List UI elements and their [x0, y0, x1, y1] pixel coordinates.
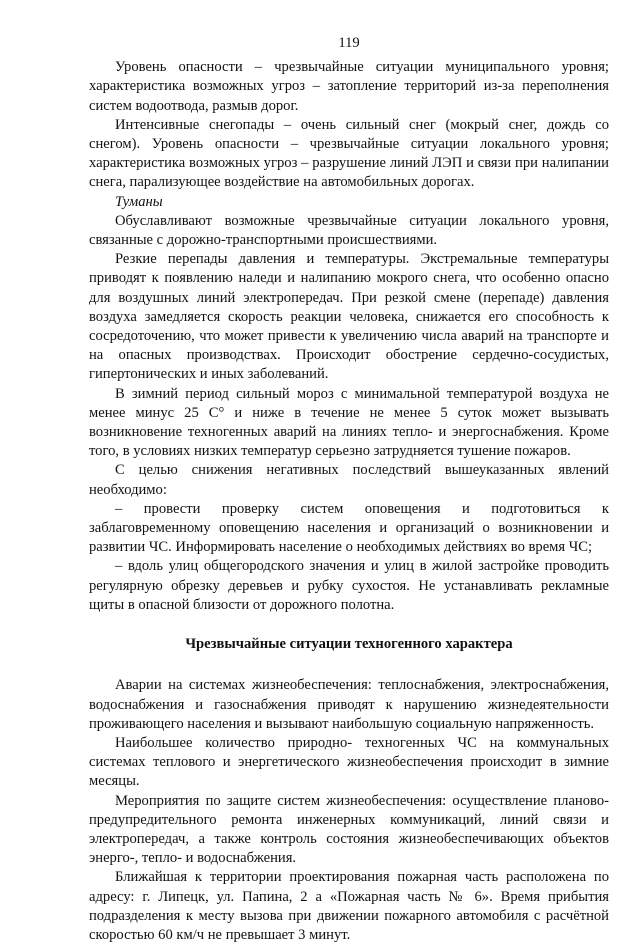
subheading-fog: Туманы [115, 193, 163, 210]
paragraph: Аварии на системах жизнеобеспечения: теплоснабжения, электроснабжения, водоснабжения и газоснабжения приводят к нарушению жизнедеятельности проживающего населения и вызывают наибольшую социальную напряженность. [89, 677, 609, 732]
paragraph: Наибольшее количество природно- техногенных ЧС на коммунальных системах теплового и энергетического жизнеобеспечения происходит в зимние месяцы. [89, 734, 609, 790]
page-number: 119 [338, 35, 360, 51]
list-item: – провести проверку систем оповещения и подготовиться к заблаговременному оповещению населения и организаций о возникновении и развитии ЧС. Информировать население о необходимых действиях во время ЧС; [89, 500, 609, 556]
document-page [89, 34, 609, 945]
paragraph: С целью снижения негативных последствий вышеуказанных явлений необходимо: [89, 462, 609, 498]
paragraph: Резкие перепады давления и температуры. Экстремальные температуры приводят к появлению наледи и налипанию мокрого снега, что особенно опасно для воздушных линий электропередач. При резкой смене (перепаде) давления воздуха замедляется скорость реакции человека, снижается его способность к сосредоточению, что может привести к увеличению числа аварий на транспорте и на опасных производствах. Происходит обострение сердечно-сосудистых, гипертонических и иных заболеваний. [89, 251, 609, 383]
paragraph: Интенсивные снегопады – очень сильный снег (мокрый снег, дождь со снегом). Уровень опасности – чрезвычайные ситуации локального уровня; характеристика возможных угроз – разрушение линий ЛЭП и связи при налипании снега, парализующее воздействие на автомобильных дорогах. [89, 116, 609, 191]
paragraph: Мероприятия по защите систем жизнеобеспечения: осуществление планово-предупредительного ремонта инженерных коммуникаций, линий связи и электропередач, а также контроль состояния жизнеобеспечивающих объектов энерго-, тепло- и водоснабжения. [89, 792, 609, 867]
paragraph: В зимний период сильный мороз с минимальной температурой воздуха не менее минус 25 С° и ниже в течение не менее 5 суток может вызывать возникновение техногенных аварий на линиях тепло- и энергоснабжения. Кроме того, в условиях низких температур серьезно затрудняется тушение пожаров. [89, 385, 609, 460]
paragraph: Ближайшая к территории проектирования пожарная часть расположена по адресу: г. Липецк, ул. Папина, 2 а «Пожарная часть № 6». Время прибытия подразделения к месту вызова при движении пожарного автомобиля с расчётной скоростью 60 км/ч не превышает 3 минут. [89, 869, 609, 943]
paragraph: Уровень опасности – чрезвычайные ситуации муниципального уровня; характеристика возможных угроз – затопление территорий из-за переполнения систем водоотвода, размыв дорог. [89, 59, 609, 114]
paragraph: Обуславливают возможные чрезвычайные ситуации локального уровня, связанные с дорожно-транспортными происшествиями. [89, 212, 609, 249]
section-heading: Чрезвычайные ситуации техногенного характера [185, 636, 513, 653]
list-item: – вдоль улиц общегородского значения и улиц в жилой застройке проводить регулярную обрезку деревьев и рубку сухостоя. Не устанавливать рекламные щиты в опасной близости от дорожного полотна. [89, 558, 609, 613]
